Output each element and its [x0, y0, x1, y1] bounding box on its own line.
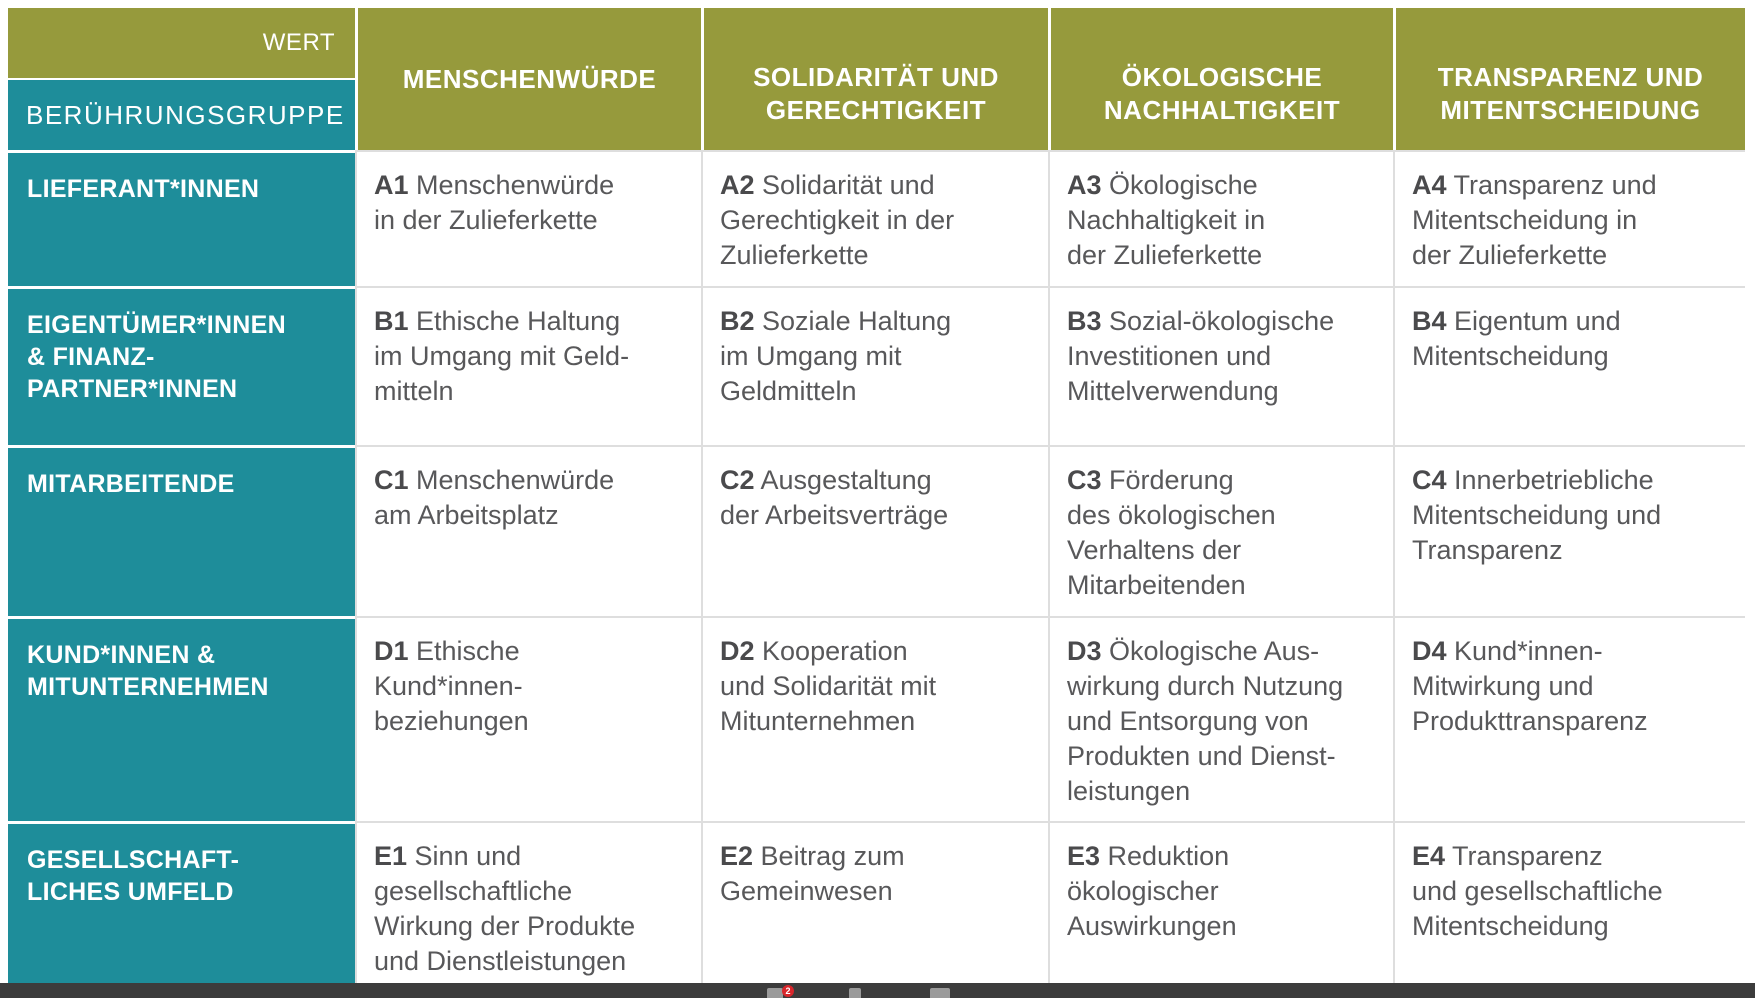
cell-text: Reduktion ökologischer Auswirkungen — [1067, 841, 1237, 941]
matrix-cell-a3 — [1048, 150, 1393, 286]
cell-code: E3 — [1067, 841, 1101, 871]
matrix-cell-c4 — [1393, 445, 1745, 616]
group-header-customers: KUND*INNEN & MITUNTERNEHMEN — [8, 616, 355, 821]
cell-text: Sozial-ökologische Investitionen und Mittelverwendung — [1067, 306, 1335, 406]
cell-text: Ausgestaltung der Arbeitsverträge — [720, 465, 949, 530]
cell-code: A3 — [1067, 170, 1102, 200]
cell-code: D1 — [374, 636, 409, 666]
cell-text: Innerbetriebliche Mitentscheidung und Transparenz — [1412, 465, 1662, 565]
group-axis-label: BERÜHRUNGSGRUPPE — [8, 80, 355, 150]
share-screen-icon[interactable] — [930, 988, 950, 998]
cell-code: A2 — [720, 170, 755, 200]
cell-code: E2 — [720, 841, 754, 871]
cell-code: B1 — [374, 306, 409, 336]
cell-text: Solidarität und Gerechtigkeit in der Zulieferkette — [720, 170, 955, 270]
matrix-cell-e4 — [1393, 821, 1745, 983]
cell-code: C2 — [720, 465, 755, 495]
cell-text: Ökologische Nachhaltigkeit in der Zulieferkette — [1067, 170, 1266, 270]
matrix-cell-a1 — [355, 150, 701, 286]
cell-code: E4 — [1412, 841, 1446, 871]
value-header-3: ÖKOLOGISCHE NACHHALTIGKEIT — [1048, 8, 1393, 150]
matrix-corner — [8, 8, 355, 150]
matrix-cell-d2 — [701, 616, 1048, 821]
cell-text: Ethische Haltung im Umgang mit Geld- mitteln — [374, 306, 630, 406]
cell-code: C4 — [1412, 465, 1447, 495]
cell-code: C3 — [1067, 465, 1102, 495]
matrix-cell-c3 — [1048, 445, 1393, 616]
chat-icon[interactable] — [767, 988, 783, 998]
cell-text: Transparenz und gesellschaftliche Mitentscheidung — [1412, 841, 1663, 941]
matrix-cell-a4 — [1393, 150, 1745, 286]
cell-text: Eigentum und Mitentscheidung — [1412, 306, 1621, 371]
cell-text: Ethische Kund*innen- beziehungen — [374, 636, 529, 736]
matrix-cell-e2 — [701, 821, 1048, 983]
value-axis-label: WERT — [8, 8, 355, 80]
cell-code: D3 — [1067, 636, 1102, 666]
cell-code: C1 — [374, 465, 409, 495]
matrix-cell-b4 — [1393, 286, 1745, 445]
cell-text: Transparenz und Mitentscheidung in der Zulieferkette — [1412, 170, 1657, 270]
matrix-cell-d3 — [1048, 616, 1393, 821]
cell-text: Kooperation und Solidarität mit Mitunternehmen — [720, 636, 937, 736]
cell-text: Sinn und gesellschaftliche Wirkung der Produkte und Dienstleistungen — [374, 841, 636, 976]
cell-code: D4 — [1412, 636, 1447, 666]
matrix-cell-b1 — [355, 286, 701, 445]
taskbar — [0, 983, 1755, 998]
value-header-2: SOLIDARITÄT UND GERECHTIGKEIT — [701, 8, 1048, 150]
cell-text: Kund*innen- Mitwirkung und Produkttransparenz — [1412, 636, 1648, 736]
hand-icon[interactable] — [849, 988, 861, 998]
cell-code: B2 — [720, 306, 755, 336]
matrix-cell-b3 — [1048, 286, 1393, 445]
value-header-1: MENSCHENWÜRDE — [355, 8, 701, 150]
matrix-cell-b2 — [701, 286, 1048, 445]
cell-text: Förderung des ökologischen Verhaltens der Mitarbeitenden — [1067, 465, 1276, 600]
cell-code: A1 — [374, 170, 409, 200]
matrix-cell-c1 — [355, 445, 701, 616]
matrix-cell-a2 — [701, 150, 1048, 286]
cell-code: B3 — [1067, 306, 1102, 336]
cell-code: D2 — [720, 636, 755, 666]
group-header-owners: EIGENTÜMER*INNEN & FINANZ- PARTNER*INNEN — [8, 286, 355, 445]
group-header-society: GESELLSCHAFT- LICHES UMFELD — [8, 821, 355, 983]
cell-text: Beitrag zum Gemeinwesen — [720, 841, 905, 906]
matrix-cell-d4 — [1393, 616, 1745, 821]
cell-text: Menschenwürde am Arbeitsplatz — [374, 465, 615, 530]
cell-code: A4 — [1412, 170, 1447, 200]
value-header-4: TRANSPARENZ UND MITENTSCHEIDUNG — [1393, 8, 1745, 150]
cell-text: Menschenwürde in der Zulieferkette — [374, 170, 615, 235]
cell-code: B4 — [1412, 306, 1447, 336]
matrix-cell-e3 — [1048, 821, 1393, 983]
cell-text: Ökologische Aus- wirkung durch Nutzung und Entsorgung von Produkten und Dienst- leistungen — [1067, 636, 1344, 806]
group-header-employees: MITARBEITENDE — [8, 445, 355, 616]
cell-text: Soziale Haltung im Umgang mit Geldmitteln — [720, 306, 952, 406]
group-header-suppliers: LIEFERANT*INNEN — [8, 150, 355, 286]
cell-code: E1 — [374, 841, 408, 871]
common-good-matrix — [8, 8, 1745, 983]
matrix-cell-d1 — [355, 616, 701, 821]
matrix-cell-c2 — [701, 445, 1048, 616]
matrix-cell-e1 — [355, 821, 701, 983]
notification-badge: 2 — [782, 985, 794, 997]
